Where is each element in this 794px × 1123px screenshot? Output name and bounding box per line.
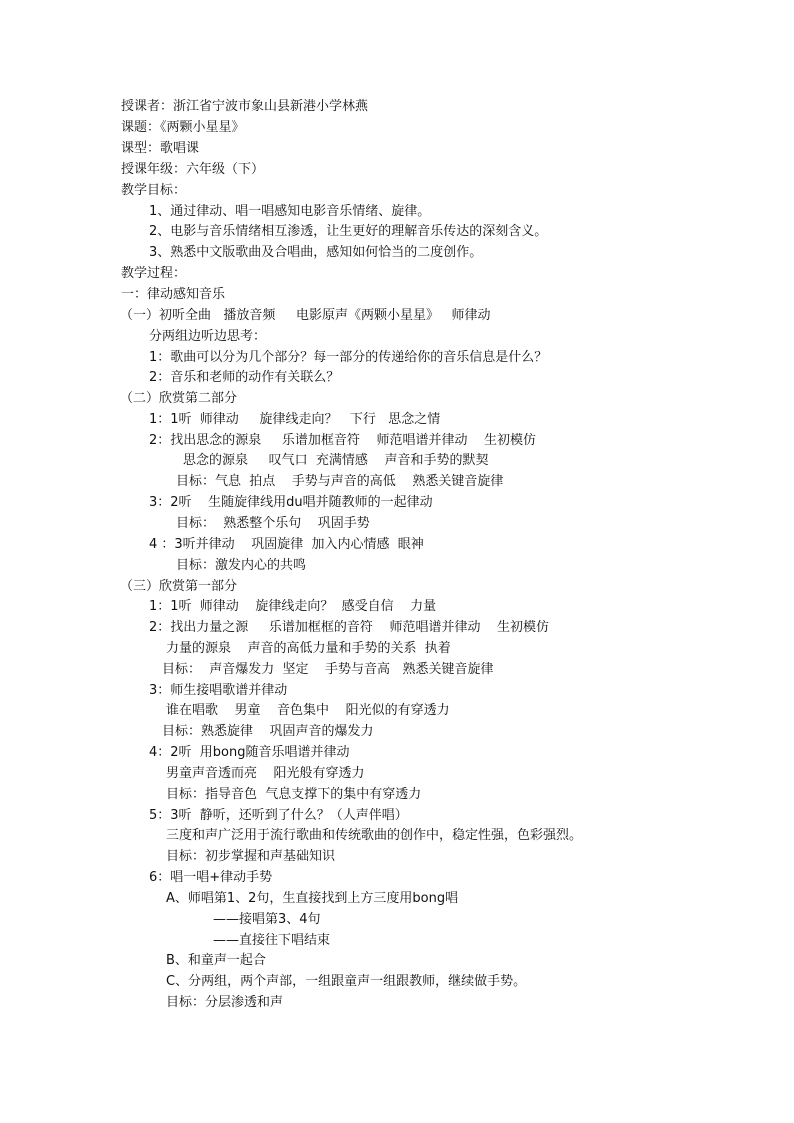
subsection-heading: （一）初听全曲 播放音频 电影原声《两颗小星星》 师律动 xyxy=(120,308,491,323)
body-line: 2：音乐和老师的动作有关联么？ xyxy=(149,370,340,385)
goal-line: 目标：气息 拍点 手势与声音的高低 熟悉关键音旋律 xyxy=(176,474,504,489)
body-line: 谁在唱歌 男童 音色集中 阳光似的有穿透力 xyxy=(166,703,450,718)
body-line: 1：1听 师律动 旋律线走向？ 下行 思念之情 xyxy=(149,412,441,427)
goals-heading: 教学目标： xyxy=(121,183,187,198)
subsection-heading: （二）欣赏第二部分 xyxy=(120,391,238,406)
goal-line: 目标： 声音爆发力 坚定 手势与音高 熟悉关键音旋律 xyxy=(162,662,494,677)
body-line: 思念的源泉 叹气口 充满情感 声音和手势的默契 xyxy=(183,453,489,468)
body-line: 分两组边听边思考： xyxy=(149,329,267,344)
goal-line: 目标：指导音色 气息支撑下的集中有穿透力 xyxy=(166,787,422,802)
body-line: C、分两组，两个声部，一组跟童声一组跟教师，继续做手势。 xyxy=(166,974,527,989)
body-line: ——接唱第3、4句 xyxy=(213,912,321,927)
goal-line: 目标：初步掌握和声基础知识 xyxy=(166,849,336,864)
body-line: B、和童声一起合 xyxy=(166,953,266,968)
grade-line: 授课年级：六年级（下） xyxy=(121,162,265,177)
topic-line: 课题：《两颗小星星》 xyxy=(121,120,245,135)
body-line: 4 ：3听并律动 巩固旋律 加入内心情感 眼神 xyxy=(149,537,424,552)
lesson-type-line: 课型：歌唱课 xyxy=(121,141,200,156)
goal-line: 目标：激发内心的共鸣 xyxy=(176,558,307,573)
body-line: 男童声音透而亮 阳光般有穿透力 xyxy=(166,766,365,781)
goal-line: 目标：熟悉旋律 巩固声音的爆发力 xyxy=(162,724,374,739)
body-line: 6：唱一唱+律动手势 xyxy=(149,870,273,885)
body-line: 4：2听 用bong随音乐唱谱并律动 xyxy=(149,745,350,760)
body-line: 1：1听 师律动 旋律线走向？ 感受自信 力量 xyxy=(149,599,437,614)
body-line: 2：找出力量之源 乐谱加框框的音符 师范唱谱并律动 生初模仿 xyxy=(149,620,549,635)
goal-item: 2、电影与音乐情绪相互渗透，让生更好的理解音乐传达的深刻含义。 xyxy=(149,224,548,239)
goal-line: 目标：分层渗透和声 xyxy=(166,995,284,1010)
goal-line: 目标： 熟悉整个乐句 巩固手势 xyxy=(176,516,370,531)
body-line: 1：歌曲可以分为几个部分？每一部分的传递给你的音乐信息是什么？ xyxy=(149,350,548,365)
section-heading: 一：律动感知音乐 xyxy=(121,287,226,302)
subsection-heading: （三）欣赏第一部分 xyxy=(120,579,238,594)
body-line: 3：2听 生随旋律线用du唱并随教师的一起律动 xyxy=(149,495,433,510)
body-line: 力量的源泉 声音的高低力量和手势的关系 执着 xyxy=(166,641,451,656)
body-line: 3：师生接唱歌谱并律动 xyxy=(149,683,288,698)
goal-item: 3、熟悉中文版歌曲及合唱曲，感知如何恰当的二度创作。 xyxy=(149,245,483,260)
body-line: ——直接往下唱结束 xyxy=(213,933,331,948)
body-line: 2：找出思念的源泉 乐谱加框音符 师范唱谱并律动 生初模仿 xyxy=(149,433,536,448)
process-heading: 教学过程： xyxy=(121,266,187,281)
teacher-line: 授课者：浙江省宁波市象山县新港小学林燕 xyxy=(121,99,369,114)
goal-item: 1、通过律动、唱一唱感知电影音乐情绪、旋律。 xyxy=(149,204,431,219)
body-line: 5：3听 静听，还听到了什么？（人声伴唱） xyxy=(149,808,408,823)
body-line: 三度和声广泛用于流行歌曲和传统歌曲的创作中，稳定性强，色彩强烈。 xyxy=(166,828,583,843)
body-line: A、师唱第1、2句，生直接找到上方三度用bong唱 xyxy=(166,891,459,906)
